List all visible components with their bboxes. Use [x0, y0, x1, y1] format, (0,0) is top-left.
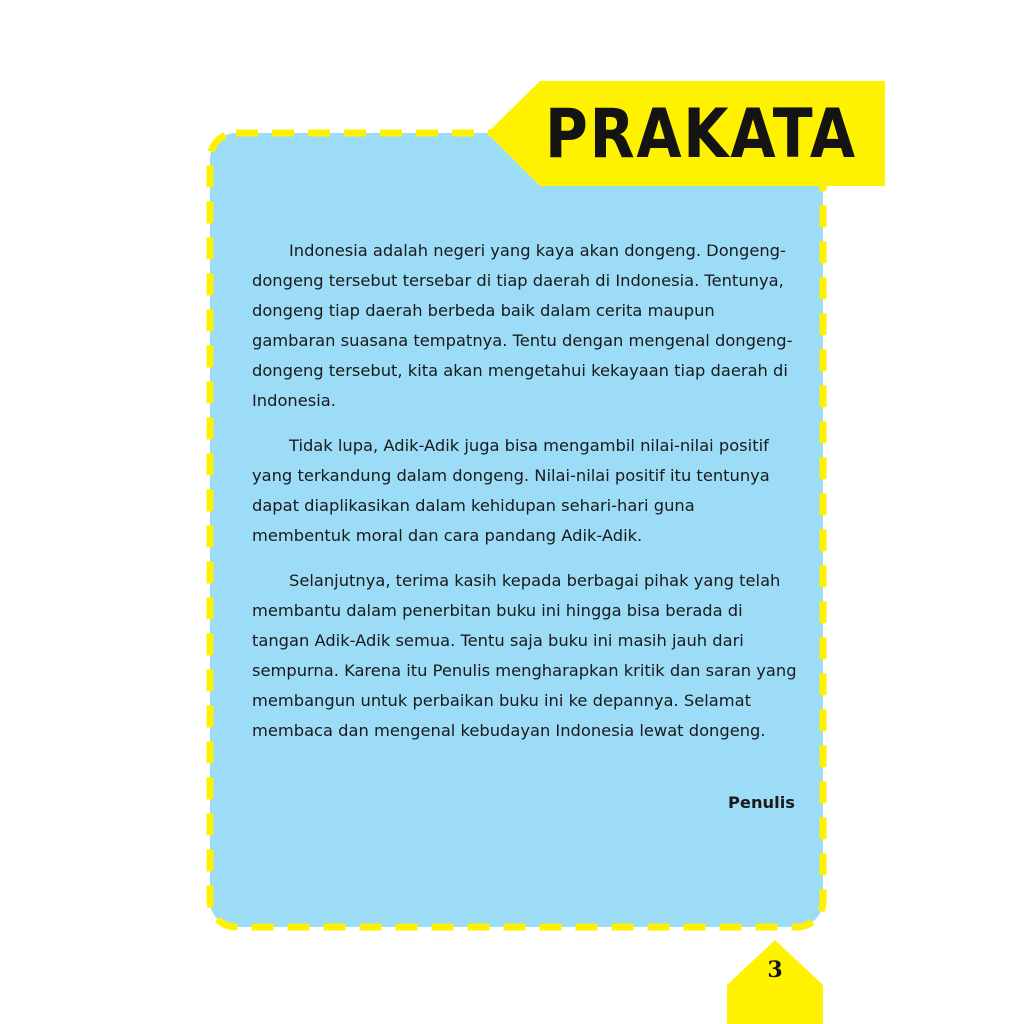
author-signature: Penulis [727, 793, 795, 812]
page-number: 3 [767, 957, 783, 983]
page-title: PRAKATA [545, 95, 857, 174]
paragraph-2: Tidak lupa, Adik-Adik juga bisa mengambil nilai-nilai positif yang terkandung dalam dongeng. Nilai-nilai positif itu tentunya dapat diaplikasikan dalam kehidupan sehari-hari guna membentuk moral dan cara pandang Adik-Adik. [252, 436, 770, 545]
paragraph-1: Indonesia adalah negeri yang kaya akan dongeng. Dongeng-dongeng tersebut tersebar di tiap daerah di Indonesia. Tentunya, dongeng tiap daerah berbeda baik dalam cerita maupun gambaran suasana tempatnya. Tentu dengan mengenal dongeng-dongeng tersebut, kita akan mengetahui kekayaan tiap daerah di Indonesia. [252, 241, 793, 410]
paragraph-3: Selanjutnya, terima kasih kepada berbagai pihak yang telah membantu dalam penerbitan buku ini hingga bisa berada di tangan Adik-Adik semua. Tentu saja buku ini masih jauh dari sempurna. Karena itu Penulis mengharapkan kritik dan saran yang membangun untuk perbaikan buku ini ke depannya. Selamat membaca dan mengenal kebudayan Indonesia lewat dongeng. [252, 571, 797, 740]
